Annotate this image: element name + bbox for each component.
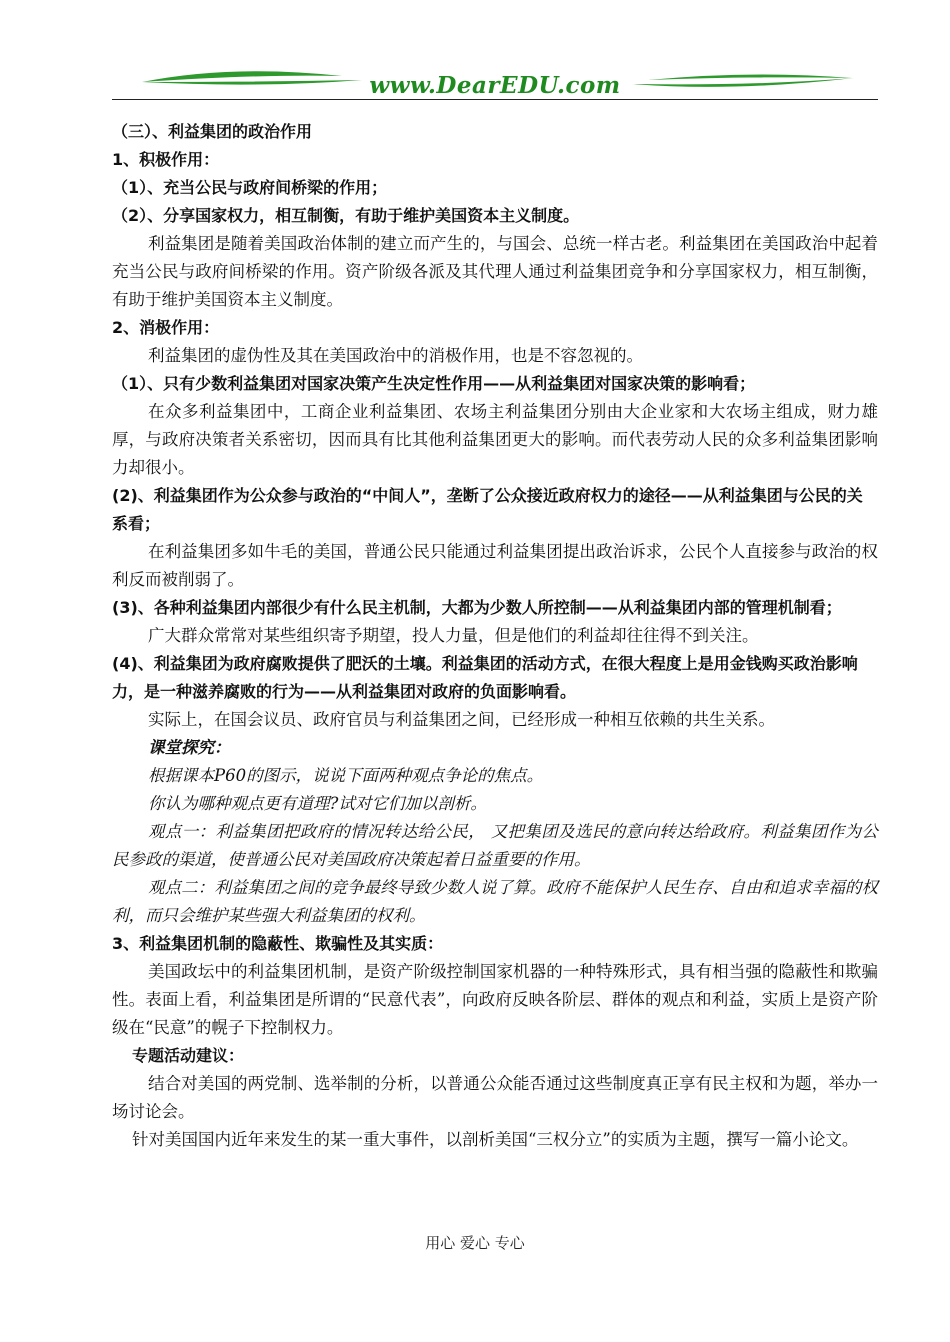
activity-heading: 专题活动建议： (132, 1046, 245, 1065)
point-heading: （2）、分享国家权力，相互制衡，有助于维护美国资本主义制度。 (112, 206, 580, 225)
page-footer-motto: 用心 爱心 专心 (425, 1234, 525, 1252)
viewpoint-one: 观点一：利益集团把政府的情况转达给公民， 又把集团及选民的意向转达给政府。利益集团作为公民参政的渠道，使普通公民对美国政府决策起着日益重要的作用。 (112, 822, 878, 869)
paragraph: 美国政坛中的利益集团机制，是资产阶级控制国家机器的一种特殊形式，具有相当强的隐蔽性和欺骗性。表面上看，利益集团是所谓的“民意代表”，向政府反映各阶层、群体的观点和利益，实质上是资产阶级在“民意”的幌子下控制权力。 (112, 962, 878, 1037)
point-heading: （1）、只有少数利益集团对国家决策产生决定性作用——从利益集团对国家决策的影响看； (112, 374, 756, 393)
class-inquiry-heading: 课堂探究： (148, 738, 231, 757)
activity-suggestion: 结合对美国的两党制、选举制的分析，以普通公众能否通过这些制度真正享有民主权和为题，举办一场讨论会。 (112, 1074, 878, 1121)
subsection-heading: 2、消极作用： (112, 318, 220, 337)
section-heading: （三）、利益集团的政治作用 (112, 122, 313, 141)
activity-suggestion: 针对美国国内近年来发生的某一重大事件，以剖析美国“三权分立”的实质为主题，撰写一篇小论文。 (132, 1130, 859, 1149)
viewpoint-two: 观点二：利益集团之间的竞争最终导致少数人说了算。政府不能保护人民生存、自由和追求幸福的权利，而只会维护某些强大利益集团的权利。 (112, 878, 878, 925)
point-heading: (2)、利益集团作为公众参与政治的“中间人”，垄断了公众接近政府权力的途径——从利益集团与公民的关系看； (112, 486, 863, 533)
header-rule (112, 99, 878, 100)
inquiry-question: 你认为哪种观点更有道理?试对它们加以剖析。 (148, 794, 487, 813)
point-heading: (4)、利益集团为政府腐败提供了肥沃的土壤。利益集团的活动方式，在很大程度上是用金钱购买政治影响力，是一种滋养腐败的行为——从利益集团对政府的负面影响看。 (112, 654, 858, 701)
document-body (112, 118, 878, 1154)
paragraph: 广大群众常常对某些组织寄予期望，投人力量，但是他们的利益却往往得不到关注。 (148, 626, 759, 645)
site-header-banner (112, 62, 878, 102)
subsection-heading: 1、积极作用： (112, 150, 220, 169)
paragraph: 在利益集团多如牛毛的美国，普通公民只能通过利益集团提出政治诉求，公民个人直接参与政治的权利反而被削弱了。 (112, 542, 878, 589)
subsection-heading: 3、利益集团机制的隐蔽性、欺骗性及其实质： (112, 934, 444, 953)
paragraph: 实际上，在国会议员、政府官员与利益集团之间，已经形成一种相互依赖的共生关系。 (148, 710, 775, 729)
point-heading: (3)、各种利益集团内部很少有什么民主机制，大都为少数人所控制——从利益集团内部的管理机制看； (112, 598, 842, 617)
inquiry-question: 根据课本P60的图示，说说下面两种观点争论的焦点。 (148, 766, 544, 785)
site-logo-text[interactable]: www.DearEDU.com (369, 72, 621, 99)
point-heading: （1）、充当公民与政府间桥梁的作用； (112, 178, 388, 197)
paragraph: 利益集团的虚伪性及其在美国政治中的消极作用，也是不容忽视的。 (148, 346, 643, 365)
paragraph: 利益集团是随着美国政治体制的建立而产生的，与国会、总统一样古老。利益集团在美国政治中起着充当公民与政府间桥梁的作用。资产阶级各派及其代理人通过利益集团竞争和分享国家权力，相互制衡，有助于维护美国资本主义制度。 (112, 234, 878, 309)
paragraph: 在众多利益集团中，工商企业利益集团、农场主利益集团分别由大企业家和大农场主组成，财力雄厚，与政府决策者关系密切，因而具有比其他利益集团更大的影响。而代表劳动人民的众多利益集团影响力却很小。 (112, 402, 878, 477)
